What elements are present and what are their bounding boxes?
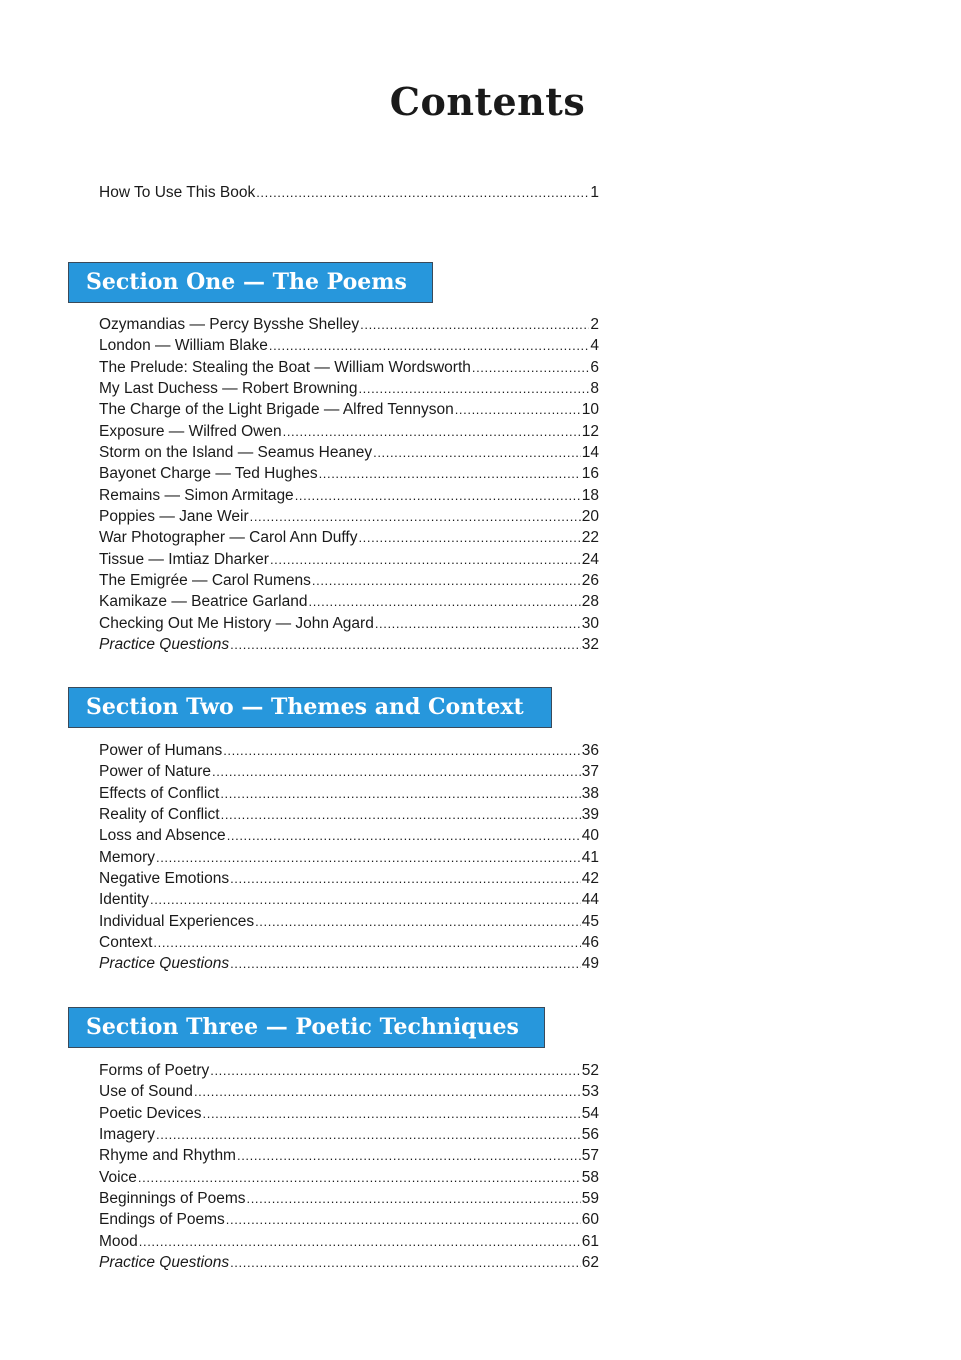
toc-entry-title: Practice Questions (99, 955, 230, 973)
toc-entry (99, 804, 599, 825)
section-two-heading: Section Two — Themes and Context (68, 687, 552, 728)
toc-entry (99, 506, 599, 527)
toc-entry (99, 378, 599, 399)
toc-entry (99, 847, 599, 868)
toc-entry (99, 182, 599, 203)
dot-leader (138, 1167, 581, 1188)
toc-entry-title: Power of Humans (99, 742, 223, 759)
toc-entry (99, 335, 599, 356)
dot-leader (246, 1188, 580, 1209)
toc-entry-page-number: 36 (581, 742, 599, 759)
toc-entry-page-number: 20 (581, 508, 599, 526)
dot-leader (312, 570, 581, 591)
section-one-list (99, 314, 599, 656)
section-one-heading: Section One — The Poems (68, 262, 433, 303)
toc-entry (99, 314, 599, 335)
toc-entry-page-number: 10 (581, 401, 599, 419)
toc-entry (99, 527, 599, 548)
toc-entry (99, 889, 599, 910)
toc-entry-page-number: 22 (581, 529, 599, 547)
toc-entry (99, 911, 599, 932)
toc-entry-page-number: 49 (581, 955, 599, 973)
toc-entry-title: Voice (99, 1168, 137, 1186)
dot-leader (270, 549, 581, 570)
toc-entry (99, 1231, 599, 1252)
toc-entry (99, 1209, 599, 1230)
toc-entry-title: Exposure — Wilfred Owen (99, 422, 282, 440)
dot-leader (223, 740, 581, 761)
dot-leader (139, 1231, 581, 1252)
intro-list (99, 182, 599, 203)
toc-entry-page-number: 26 (581, 572, 599, 590)
toc-entry (99, 485, 599, 506)
dot-leader (150, 889, 581, 910)
toc-entry-page-number: 32 (581, 636, 599, 654)
toc-entry-title: Ozymandias — Percy Bysshe Shelley (99, 316, 360, 333)
dot-leader (358, 378, 589, 399)
section-two-list (99, 740, 599, 975)
toc-entry-page-number: 57 (581, 1147, 599, 1165)
toc-entry-page-number: 14 (581, 444, 599, 462)
page-title: Contents (389, 79, 586, 124)
dot-leader (472, 357, 590, 378)
toc-entry-page-number: 60 (581, 1211, 599, 1229)
toc-entry-title: Memory (99, 848, 155, 866)
toc-entry-title: Identity (99, 891, 149, 909)
toc-entry (99, 1103, 599, 1124)
toc-entry-page-number: 28 (581, 593, 599, 611)
dot-leader (360, 314, 589, 335)
toc-entry-page-number: 61 (581, 1232, 599, 1250)
toc-entry-page-number: 30 (581, 614, 599, 632)
toc-entry-page-number: 58 (581, 1168, 599, 1186)
toc-entry (99, 613, 599, 634)
toc-entry (99, 442, 599, 463)
toc-entry-page-number: 2 (590, 316, 599, 333)
toc-entry (99, 463, 599, 484)
toc-entry-title: Checking Out Me History — John Agard (99, 614, 374, 632)
toc-entry-page-number: 37 (581, 763, 599, 781)
dot-leader (221, 804, 581, 825)
toc-entry-title: Practice Questions (99, 1254, 230, 1272)
dot-leader (375, 613, 581, 634)
toc-entry-page-number: 4 (590, 337, 599, 355)
toc-entry-title: Beginnings of Poems (99, 1190, 246, 1208)
toc-entry (99, 868, 599, 889)
toc-entry-title: Imagery (99, 1126, 155, 1144)
toc-entry (99, 1081, 599, 1102)
toc-entry-title: Poetic Devices (99, 1104, 202, 1122)
toc-entry-title: Power of Nature (99, 763, 211, 781)
toc-entry-title: Forms of Poetry (99, 1062, 210, 1079)
dot-leader (227, 825, 581, 846)
toc-entry (99, 1167, 599, 1188)
toc-entry-page-number: 24 (581, 550, 599, 568)
dot-leader (230, 1252, 581, 1273)
toc-entry-title: London — William Blake (99, 337, 268, 355)
toc-entry (99, 1145, 599, 1166)
toc-entry (99, 1060, 599, 1081)
dot-leader (230, 634, 581, 655)
toc-entry-title: How To Use This Book (99, 184, 256, 201)
toc-entry-title: Negative Emotions (99, 870, 230, 888)
dot-leader (194, 1081, 581, 1102)
toc-entry-page-number: 56 (581, 1126, 599, 1144)
dot-leader (255, 911, 581, 932)
toc-entry-title: The Charge of the Light Brigade — Alfred Tennyson (99, 401, 454, 419)
toc-entry-title: Bayonet Charge — Ted Hughes (99, 465, 318, 483)
toc-entry (99, 740, 599, 761)
dot-leader (250, 506, 581, 527)
toc-entry-title: My Last Duchess — Robert Browning (99, 380, 358, 398)
toc-entry-title: The Emigrée — Carol Rumens (99, 572, 311, 590)
toc-entry-title: War Photographer — Carol Ann Duffy (99, 529, 358, 547)
toc-entry-page-number: 53 (581, 1083, 599, 1101)
toc-entry-page-number: 41 (581, 848, 599, 866)
toc-entry (99, 591, 599, 612)
toc-entry-page-number: 8 (590, 380, 599, 398)
dot-leader (230, 953, 581, 974)
dot-leader (156, 847, 581, 868)
toc-entry-title: Poppies — Jane Weir (99, 508, 249, 526)
toc-entry-page-number: 6 (590, 358, 599, 376)
toc-entry-title: Endings of Poems (99, 1211, 225, 1229)
toc-entry-page-number: 39 (581, 806, 599, 824)
toc-entry-page-number: 1 (590, 184, 599, 201)
toc-entry (99, 953, 599, 974)
toc-entry-page-number: 59 (581, 1190, 599, 1208)
dot-leader (220, 783, 580, 804)
toc-entry-page-number: 42 (581, 870, 599, 888)
toc-entry-title: Loss and Absence (99, 827, 226, 845)
toc-entry-title: Practice Questions (99, 636, 230, 654)
toc-entry-title: Use of Sound (99, 1083, 193, 1101)
dot-leader (153, 932, 580, 953)
toc-entry-page-number: 44 (581, 891, 599, 909)
toc-entry (99, 932, 599, 953)
toc-entry-page-number: 62 (581, 1254, 599, 1272)
toc-entry-page-number: 40 (581, 827, 599, 845)
toc-entry-title: Tissue — Imtiaz Dharker (99, 550, 269, 568)
toc-entry (99, 399, 599, 420)
dot-leader (256, 182, 589, 203)
dot-leader (308, 591, 580, 612)
toc-entry (99, 634, 599, 655)
toc-entry (99, 570, 599, 591)
dot-leader (203, 1103, 581, 1124)
toc-entry (99, 357, 599, 378)
toc-entry-page-number: 38 (581, 784, 599, 802)
toc-entry (99, 421, 599, 442)
toc-entry (99, 761, 599, 782)
dot-leader (212, 761, 581, 782)
dot-leader (283, 421, 581, 442)
dot-leader (230, 868, 581, 889)
toc-entry-title: The Prelude: Stealing the Boat — William Wordsworth (99, 358, 471, 376)
toc-entry (99, 825, 599, 846)
toc-entry-title: Context (99, 934, 153, 952)
toc-entry-page-number: 12 (581, 422, 599, 440)
dot-leader (455, 399, 581, 420)
toc-entry-page-number: 54 (581, 1104, 599, 1122)
dot-leader (210, 1060, 581, 1081)
toc-entry-title: Storm on the Island — Seamus Heaney (99, 444, 373, 462)
dot-leader (226, 1209, 581, 1230)
toc-entry (99, 783, 599, 804)
toc-entry-title: Kamikaze — Beatrice Garland (99, 593, 308, 611)
section-three-list (99, 1060, 599, 1273)
section-three-heading: Section Three — Poetic Techniques (68, 1007, 545, 1048)
dot-leader (319, 463, 581, 484)
toc-entry (99, 1124, 599, 1145)
dot-leader (156, 1124, 581, 1145)
toc-entry-title: Rhyme and Rhythm (99, 1147, 236, 1165)
dot-leader (373, 442, 581, 463)
toc-entry-title: Individual Experiences (99, 912, 255, 930)
toc-entry-page-number: 16 (581, 465, 599, 483)
toc-entry-title: Effects of Conflict (99, 784, 220, 802)
toc-entry (99, 1188, 599, 1209)
toc-entry (99, 549, 599, 570)
dot-leader (358, 527, 580, 548)
toc-entry-title: Mood (99, 1232, 138, 1250)
toc-entry-page-number: 18 (581, 486, 599, 504)
toc-entry-page-number: 46 (581, 934, 599, 952)
dot-leader (237, 1145, 581, 1166)
toc-entry-page-number: 45 (581, 912, 599, 930)
dot-leader (295, 485, 581, 506)
toc-entry (99, 1252, 599, 1273)
toc-entry-title: Remains — Simon Armitage (99, 486, 294, 504)
toc-entry-page-number: 52 (581, 1062, 599, 1079)
toc-entry-title: Reality of Conflict (99, 806, 220, 824)
dot-leader (269, 335, 590, 356)
